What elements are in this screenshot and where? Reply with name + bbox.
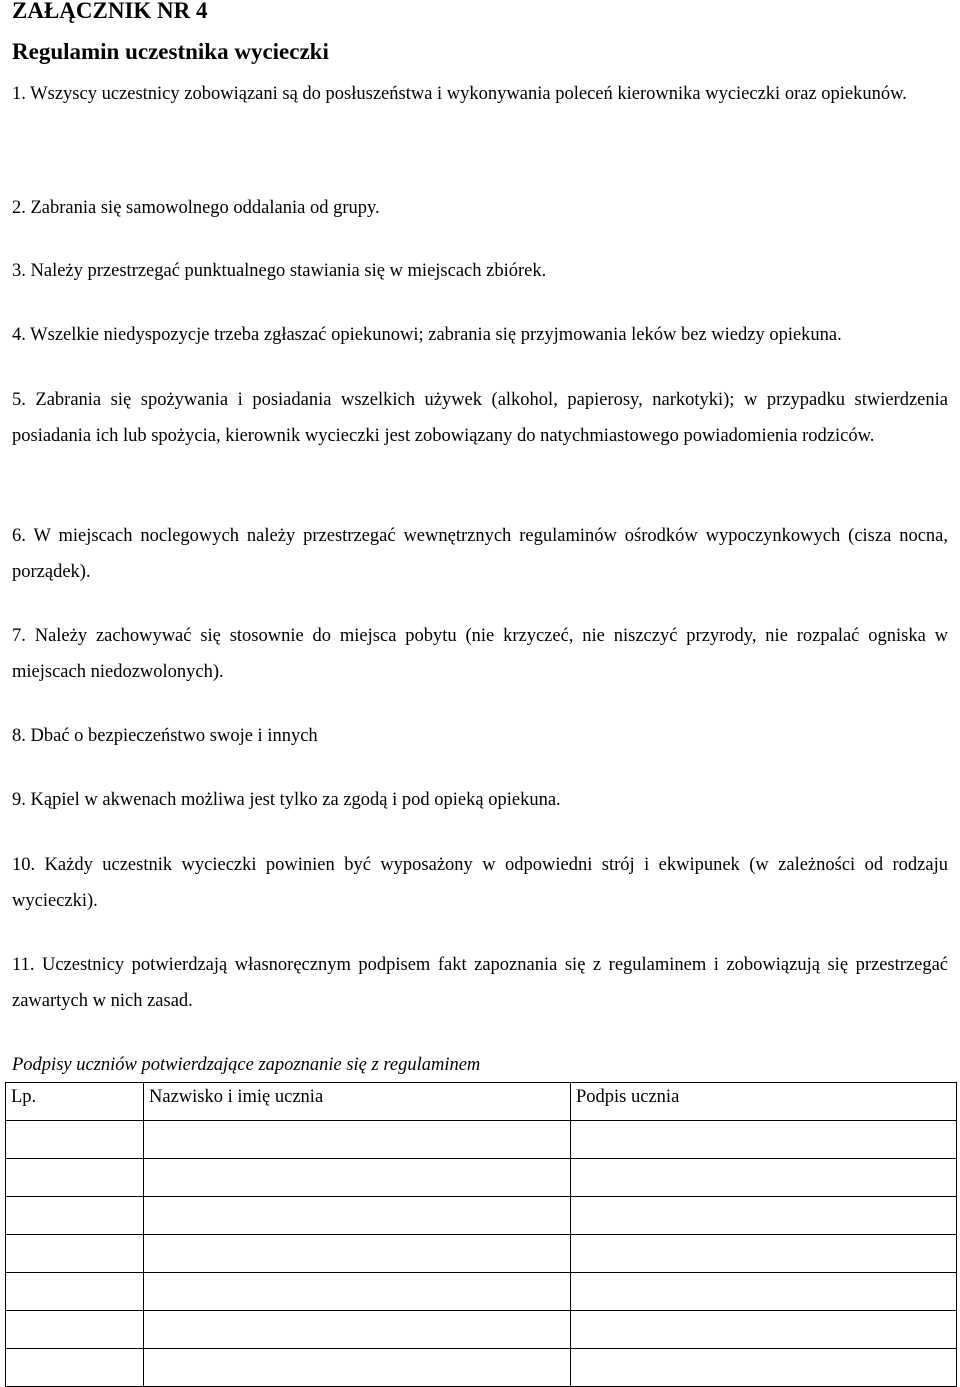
table-row: [6, 1273, 957, 1311]
cell-number: [6, 1349, 144, 1387]
cell-name: [144, 1121, 571, 1159]
rule-10: 10. Każdy uczestnik wycieczki powinien być wyposażony w odpowiedni strój i ekwipunek (w zależności od rodzaju wycieczki).: [12, 855, 948, 911]
rule-5: 5. Zabrania się spożywania i posiadania wszelkich używek (alkohol, papierosy, narkotyki); w przypadku stwierdzenia posiadania ich lub spożycia, kierownik wycieczki jest zobowiązany do natychmiastowego powiadomienia rodziców.: [12, 390, 948, 446]
table-row: [6, 1121, 957, 1159]
cell-signature: [571, 1273, 957, 1311]
cell-name: [144, 1235, 571, 1273]
table-row: [6, 1311, 957, 1349]
cell-number: [6, 1197, 144, 1235]
rule-8: 8. Dbać o bezpieczeństwo swoje i innych: [12, 726, 318, 746]
cell-number: [6, 1159, 144, 1197]
column-header-signature: Podpis ucznia: [571, 1083, 957, 1121]
cell-number: [6, 1121, 144, 1159]
table-row: [6, 1235, 957, 1273]
rule-9: 9. Kąpiel w akwenach możliwa jest tylko za zgodą i pod opieką opiekuna.: [12, 790, 561, 810]
cell-number: [6, 1273, 144, 1311]
cell-name: [144, 1159, 571, 1197]
signature-table: [5, 1082, 957, 1387]
cell-number: [6, 1235, 144, 1273]
rule-7: 7. Należy zachowywać się stosownie do miejsca pobytu (nie krzyczeć, nie niszczyć przyrody, nie rozpalać ogniska w miejscach niedozwolonych).: [12, 626, 948, 682]
cell-signature: [571, 1159, 957, 1197]
column-header-name: Nazwisko i imię ucznia: [144, 1083, 571, 1121]
annex-heading: ZAŁĄCZNIK NR 4: [12, 0, 208, 23]
cell-name: [144, 1349, 571, 1387]
cell-name: [144, 1311, 571, 1349]
table-row: [6, 1159, 957, 1197]
rule-11: 11. Uczestnicy potwierdzają własnoręcznym podpisem fakt zapoznania się z regulaminem i zobowiązują się przestrzegać zawartych w nich zasad.: [12, 955, 948, 1011]
table-row: [6, 1197, 957, 1235]
cell-number: [6, 1311, 144, 1349]
cell-signature: [571, 1235, 957, 1273]
rule-3: 3. Należy przestrzegać punktualnego stawiania się w miejscach zbiórek.: [12, 261, 547, 281]
table-row: [6, 1349, 957, 1387]
column-header-number: Lp.: [6, 1083, 144, 1121]
cell-name: [144, 1197, 571, 1235]
rule-1: 1. Wszyscy uczestnicy zobowiązani są do posłuszeństwa i wykonywania poleceń kierownika wycieczki oraz opiekunów.: [12, 84, 907, 104]
cell-name: [144, 1273, 571, 1311]
cell-signature: [571, 1197, 957, 1235]
signatures-caption: Podpisy uczniów potwierdzające zapoznanie się z regulaminem: [12, 1055, 481, 1075]
page-title: Regulamin uczestnika wycieczki: [12, 39, 329, 64]
cell-signature: [571, 1121, 957, 1159]
cell-signature: [571, 1349, 957, 1387]
rule-2: 2. Zabrania się samowolnego oddalania od grupy.: [12, 198, 380, 218]
rule-4: 4. Wszelkie niedyspozycje trzeba zgłaszać opiekunowi; zabrania się przyjmowania leków bez wiedzy opiekuna.: [12, 325, 842, 345]
signature-table-header: [6, 1083, 957, 1121]
rule-6: 6. W miejscach noclegowych należy przestrzegać wewnętrznych regulaminów ośrodków wypoczynkowych (cisza nocna, porządek).: [12, 526, 948, 582]
cell-signature: [571, 1311, 957, 1349]
